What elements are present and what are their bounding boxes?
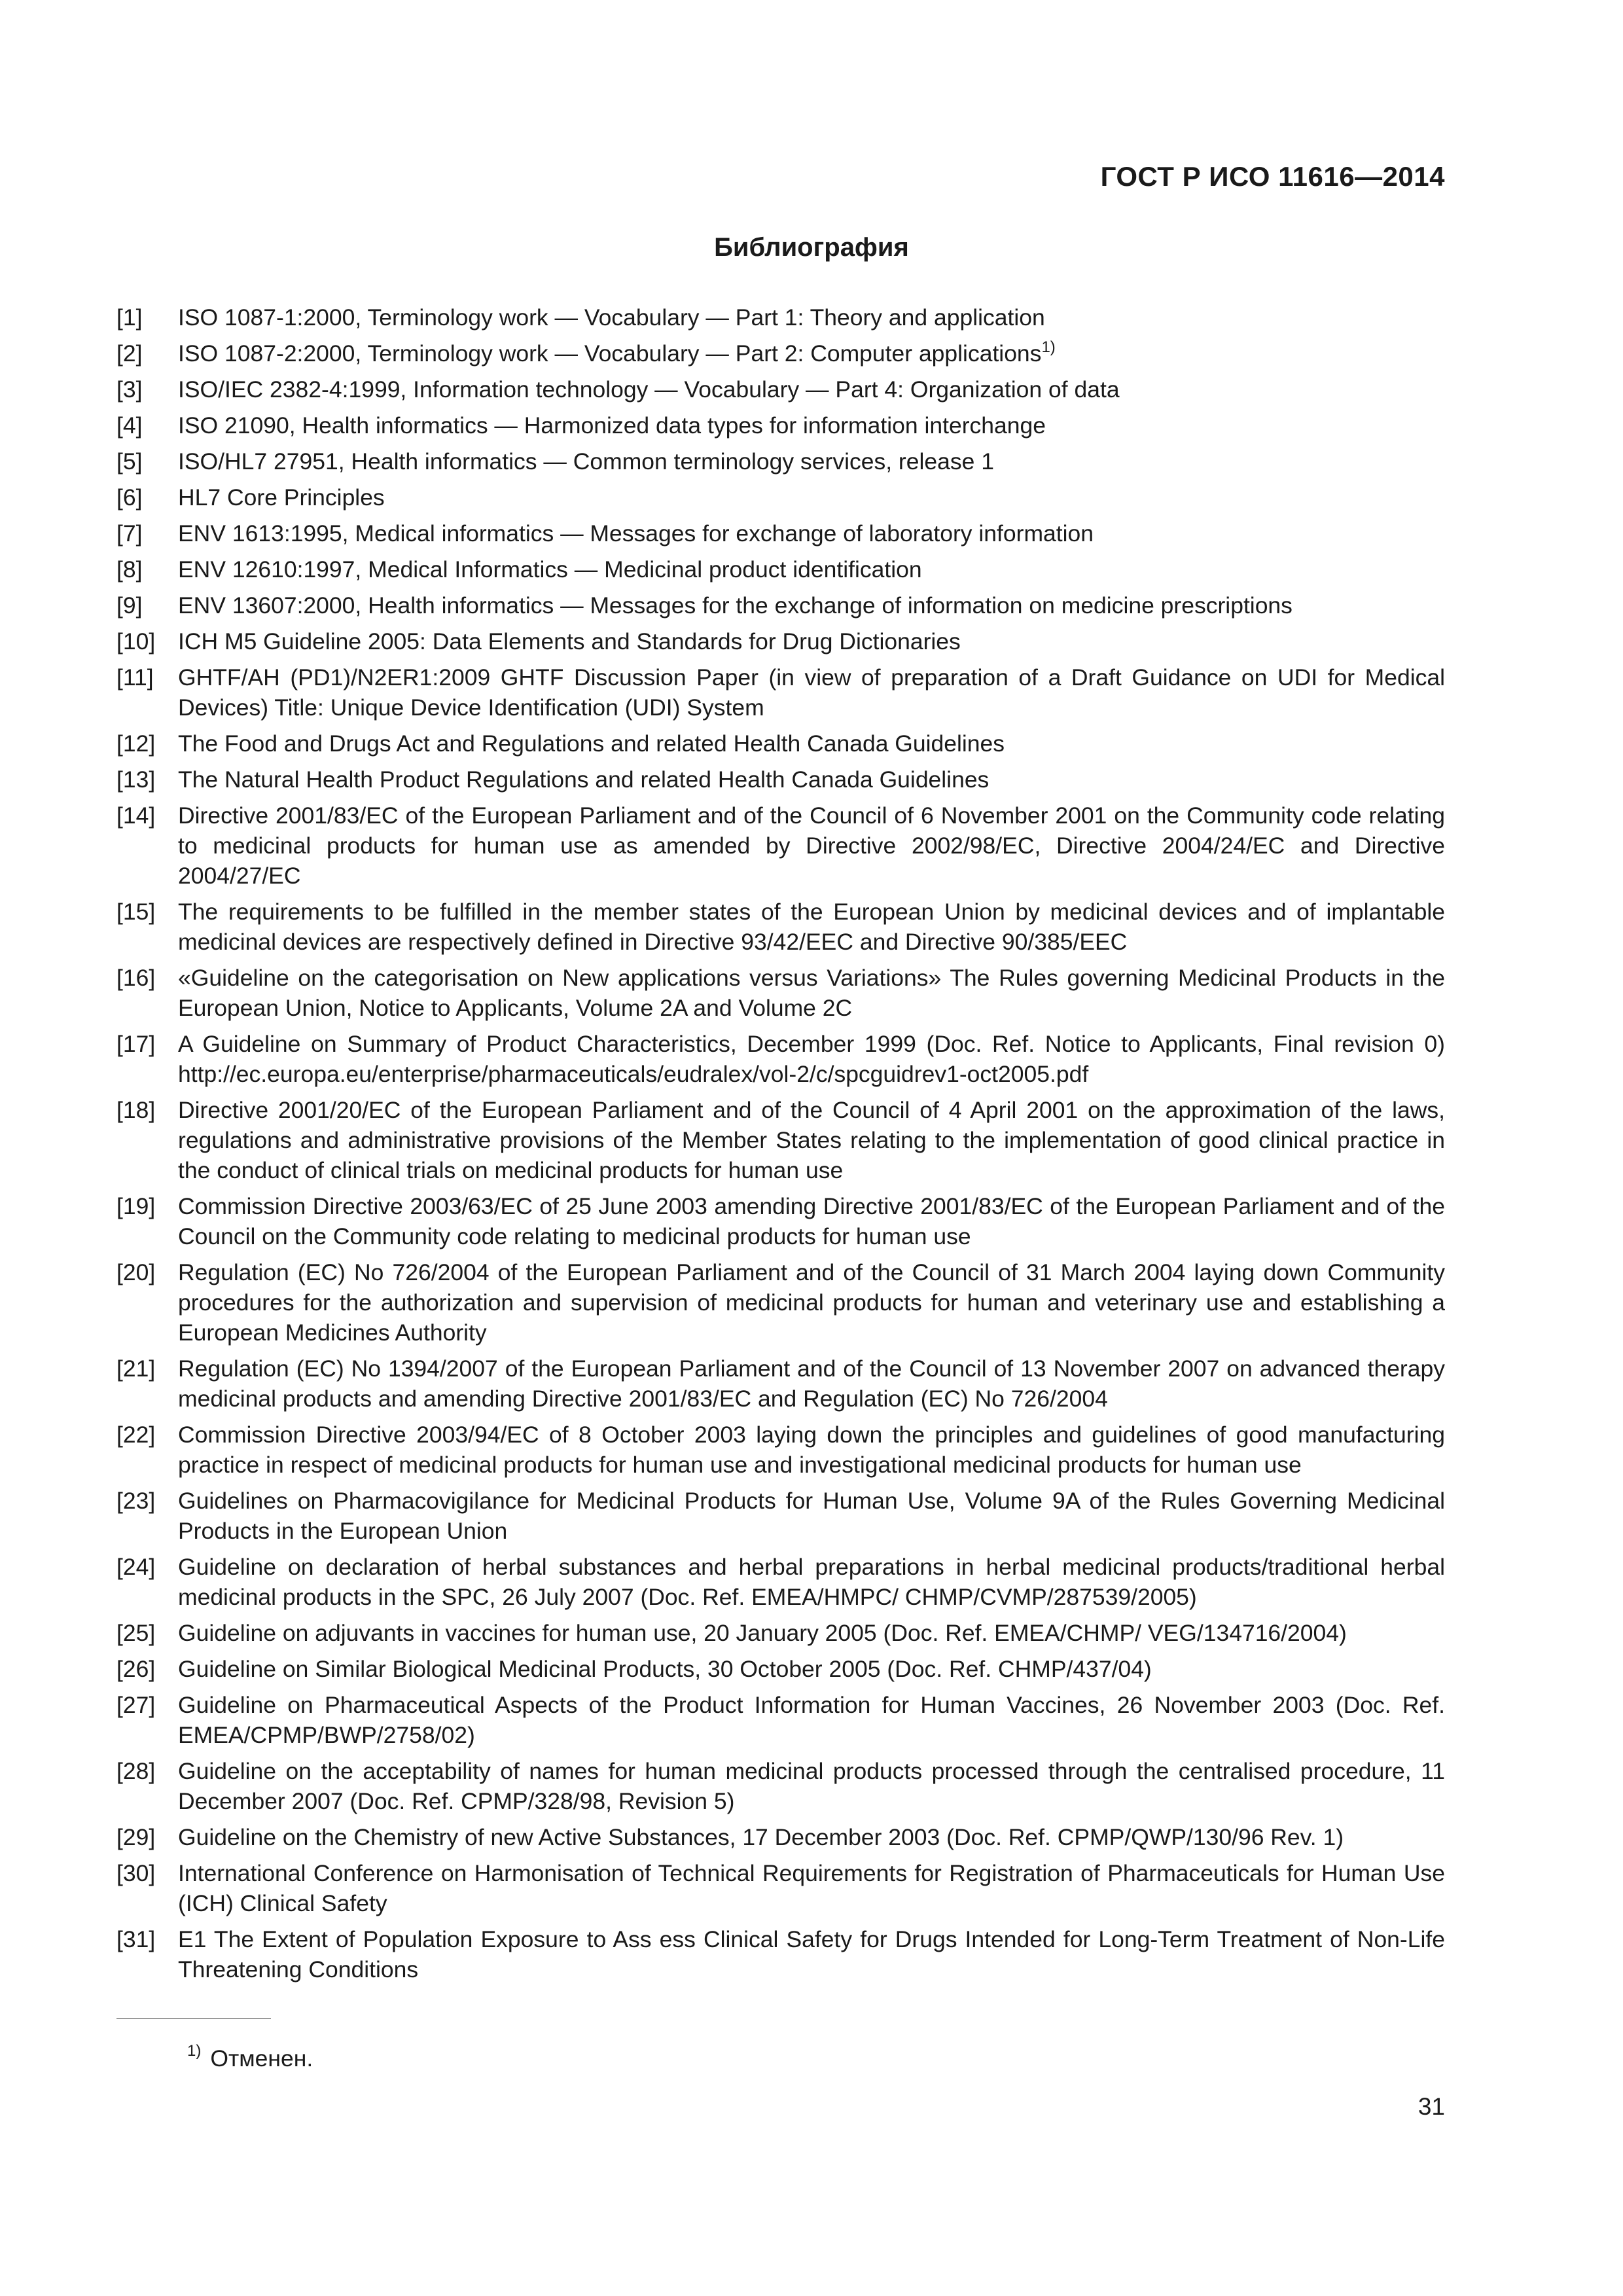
bibliography-entry (116, 1095, 1445, 1185)
entry-text-wrapper (178, 1486, 1445, 1546)
bibliography-entry (116, 1552, 1445, 1612)
entry-number: [27] (116, 1692, 156, 1718)
bibliography-entry (116, 662, 1445, 723)
bibliography-entry (116, 410, 1445, 440)
bibliography-entry (116, 1354, 1445, 1414)
entry-text-wrapper (178, 800, 1445, 891)
entry-text: Commission Directive 2003/63/EC of 25 June 2003 amending Directive 2001/83/EC of the European Parliament and of the Council on the Community code relating to medicinal products for human use (178, 1193, 1445, 1249)
bibliography-entry (116, 1191, 1445, 1251)
entry-number: [30] (116, 1860, 156, 1886)
entry-text-wrapper (178, 1029, 1445, 1089)
bibliography-entry (116, 1486, 1445, 1546)
entry-number: [24] (116, 1554, 156, 1580)
bibliography-list (116, 302, 1445, 1990)
entry-text-wrapper (178, 1095, 1445, 1185)
bibliography-entry (116, 1924, 1445, 1984)
entry-number: [6] (116, 484, 143, 511)
entry-number: [1] (116, 304, 143, 331)
entry-text: Commission Directive 2003/94/EC of 8 October 2003 laying down the principles and guidelines of good manufacturing practice in respect of medicinal products for human use and investigational medicinal products for human use (178, 1422, 1445, 1478)
bibliography-entry (116, 446, 1445, 476)
entry-number: [31] (116, 1926, 156, 1952)
document-code: ГОСТ Р ИСО 11616—2014 (1100, 161, 1445, 192)
entry-number: [14] (116, 802, 156, 829)
bibliography-entry (116, 800, 1445, 891)
entry-text: Guideline on the acceptability of names for human medicinal products processed through the centralised procedure, 11 December 2007 (Doc. Ref. CPMP/328/98, Revision 5) (178, 1758, 1445, 1814)
entry-text: GHTF/AH (PD1)/N2ER1:2009 GHTF Discussion Paper (in view of preparation of a Draft Guidance on UDI for Medical Devices) Title: Unique Device Identification (UDI) System (178, 664, 1445, 721)
entry-text: ISO/HL7 27951, Health informatics — Common terminology services, release 1 (178, 448, 994, 475)
entry-text: ENV 1613:1995, Medical informatics — Messages for exchange of laboratory information (178, 520, 1094, 547)
entry-text: Guideline on declaration of herbal substances and herbal preparations in herbal medicinal products/traditional herbal medicinal products in the SPC, 26 July 2007 (Doc. Ref. EMEA/HMPC/ CHMP/CVMP/287539/2005) (178, 1554, 1445, 1610)
entry-text: HL7 Core Principles (178, 484, 385, 511)
entry-number: [12] (116, 730, 156, 757)
entry-number: [23] (116, 1488, 156, 1514)
bibliography-entry (116, 728, 1445, 759)
entry-text: ISO 1087-1:2000, Terminology work — Vocabulary — Part 1: Theory and application (178, 304, 1045, 331)
entry-text: Guidelines on Pharmacovigilance for Medicinal Products for Human Use, Volume 9A of the Rules Governing Medicinal Products in the European Union (178, 1488, 1445, 1544)
entry-text-wrapper (178, 1420, 1445, 1480)
entry-number: [20] (116, 1259, 156, 1285)
entry-text-wrapper (178, 410, 1445, 440)
entry-text-wrapper (178, 626, 1445, 656)
bibliography-entry (116, 1654, 1445, 1684)
entry-text-wrapper (178, 897, 1445, 957)
entry-number: [13] (116, 766, 156, 793)
entry-text: The Natural Health Product Regulations and related Health Canada Guidelines (178, 766, 990, 793)
entry-number: [26] (116, 1656, 156, 1682)
entry-number: [5] (116, 448, 143, 475)
entry-text-wrapper (178, 338, 1445, 368)
bibliography-entry (116, 554, 1445, 584)
bibliography-entry (116, 764, 1445, 795)
entry-text: The Food and Drugs Act and Regulations and related Health Canada Guidelines (178, 730, 1005, 757)
entry-number: [25] (116, 1620, 156, 1646)
entry-text: Directive 2001/83/EC of the European Parliament and of the Council of 6 November 2001 on the Community code relating to medicinal products for human use as amended by Directive 2002/98/EC, Directive 2004/24/EC and Directive 2004/27/EC (178, 802, 1445, 889)
entry-text-wrapper (178, 728, 1445, 759)
entry-number: [19] (116, 1193, 156, 1219)
entry-number: [11] (116, 664, 154, 691)
entry-text: Guideline on adjuvants in vaccines for human use, 20 January 2005 (Doc. Ref. EMEA/CHMP/ VEG/134716/2004) (178, 1620, 1347, 1646)
bibliography-entry (116, 518, 1445, 548)
entry-number: [18] (116, 1097, 156, 1123)
entry-number: [22] (116, 1422, 156, 1448)
entry-number: [16] (116, 965, 156, 991)
entry-number: [2] (116, 340, 143, 367)
entry-text-wrapper (178, 1822, 1445, 1852)
entry-text: Guideline on Similar Biological Medicinal Products, 30 October 2005 (Doc. Ref. CHMP/437/04) (178, 1656, 1152, 1682)
entry-text: Guideline on Pharmaceutical Aspects of the Product Information for Human Vaccines, 26 November 2003 (Doc. Ref. EMEA/CPMP/BWP/2758/02) (178, 1692, 1445, 1748)
bibliography-entry (116, 1029, 1445, 1089)
entry-text-wrapper (178, 1618, 1445, 1648)
footnote (187, 2042, 313, 2072)
entry-text-wrapper (178, 302, 1445, 332)
entry-text-wrapper (178, 1257, 1445, 1348)
entry-text-wrapper (178, 1858, 1445, 1918)
entry-number: [29] (116, 1824, 156, 1850)
entry-number: [10] (116, 628, 156, 655)
bibliography-entry (116, 374, 1445, 404)
entry-text: Regulation (EC) No 1394/2007 of the European Parliament and of the Council of 13 November 2007 on advanced therapy medicinal products and amending Directive 2001/83/EC and Regulation (EC) No 726/2004 (178, 1355, 1445, 1412)
entry-number: [21] (116, 1355, 156, 1382)
entry-text: ISO 21090, Health informatics — Harmonized data types for information interchange (178, 412, 1046, 439)
entry-text-wrapper (178, 1654, 1445, 1684)
entry-text: A Guideline on Summary of Product Characteristics, December 1999 (Doc. Ref. Notice to Applicants, Final revision 0) http://ec.europa.eu/enterprise/pharmaceuticals/eudralex/vol-2/c/spcguidrev1-oct2005.pdf (178, 1031, 1445, 1087)
footnote-divider (116, 2018, 271, 2019)
entry-number: [9] (116, 592, 143, 619)
entry-text-wrapper (178, 1924, 1445, 1984)
entry-text: «Guideline on the categorisation on New applications versus Variations» The Rules governing Medicinal Products in the European Union, Notice to Applicants, Volume 2A and Volume 2C (178, 965, 1445, 1021)
entry-text-wrapper (178, 764, 1445, 795)
bibliography-entry (116, 590, 1445, 620)
entry-text-wrapper (178, 374, 1445, 404)
entry-text: Guideline on the Chemistry of new Active Substances, 17 December 2003 (Doc. Ref. CPMP/QWP/130/96 Rev. 1) (178, 1824, 1344, 1850)
bibliography-entry (116, 1756, 1445, 1816)
entry-number: [7] (116, 520, 143, 547)
entry-text: Regulation (EC) No 726/2004 of the European Parliament and of the Council of 31 March 2004 laying down Community procedures for the authorization and supervision of medicinal products for human and veterinary use and establishing a European Medicines Authority (178, 1259, 1445, 1346)
entry-text-wrapper (178, 482, 1445, 512)
bibliography-entry (116, 1822, 1445, 1852)
entry-text: ISO/IEC 2382-4:1999, Information technology — Vocabulary — Part 4: Organization of data (178, 376, 1120, 403)
entry-text-wrapper (178, 446, 1445, 476)
entry-number: [17] (116, 1031, 156, 1057)
bibliography-entry (116, 1257, 1445, 1348)
entry-text-wrapper (178, 963, 1445, 1023)
entry-text: ISO 1087-2:2000, Terminology work — Vocabulary — Part 2: Computer applications (178, 340, 1042, 367)
entry-number: [8] (116, 556, 143, 583)
entry-footnote-mark: 1) (1041, 338, 1056, 356)
bibliography-entry (116, 626, 1445, 656)
entry-number: [28] (116, 1758, 156, 1784)
entry-text: The requirements to be fulfilled in the member states of the European Union by medicinal devices and of implantable medicinal devices are respectively defined in Directive 93/42/EEC and Directive 90/385/EEC (178, 899, 1445, 955)
entry-number: [4] (116, 412, 143, 439)
entry-text: ENV 13607:2000, Health informatics — Messages for the exchange of information on medicine prescriptions (178, 592, 1293, 619)
entry-text-wrapper (178, 554, 1445, 584)
bibliography-entry (116, 1690, 1445, 1750)
entry-number: [3] (116, 376, 143, 403)
bibliography-entry (116, 302, 1445, 332)
bibliography-entry (116, 963, 1445, 1023)
entry-text-wrapper (178, 518, 1445, 548)
entry-text-wrapper (178, 1756, 1445, 1816)
entry-text-wrapper (178, 662, 1445, 723)
entry-text: ENV 12610:1997, Medical Informatics — Medicinal product identification (178, 556, 922, 583)
entry-text: ICH M5 Guideline 2005: Data Elements and Standards for Drug Dictionaries (178, 628, 961, 655)
bibliography-entry (116, 338, 1445, 368)
entry-text-wrapper (178, 1354, 1445, 1414)
footnote-mark: 1) (187, 2042, 202, 2060)
bibliography-entry (116, 1618, 1445, 1648)
entry-text: E1 The Extent of Population Exposure to Ass ess Clinical Safety for Drugs Intended for Long-Term Treatment of Non-Life Threatening Conditions (178, 1926, 1445, 1982)
entry-text-wrapper (178, 590, 1445, 620)
entry-text-wrapper (178, 1552, 1445, 1612)
page-number: 31 (1418, 2093, 1445, 2120)
entry-text-wrapper (178, 1690, 1445, 1750)
page-title: Библиография (714, 233, 909, 262)
entry-number: [15] (116, 899, 156, 925)
entry-text: International Conference on Harmonisation of Technical Requirements for Registration of Pharmaceuticals for Human Use (ICH) Clinical Safety (178, 1860, 1445, 1916)
bibliography-entry (116, 1420, 1445, 1480)
bibliography-entry (116, 1858, 1445, 1918)
entry-text-wrapper (178, 1191, 1445, 1251)
entry-text: Directive 2001/20/EC of the European Parliament and of the Council of 4 April 2001 on the approximation of the laws, regulations and administrative provisions of the Member States relating to the implementation of good clinical practice in the conduct of clinical trials on medicinal products for human use (178, 1097, 1445, 1183)
footnote-text: Отменен. (210, 2045, 313, 2072)
bibliography-entry (116, 482, 1445, 512)
bibliography-entry (116, 897, 1445, 957)
